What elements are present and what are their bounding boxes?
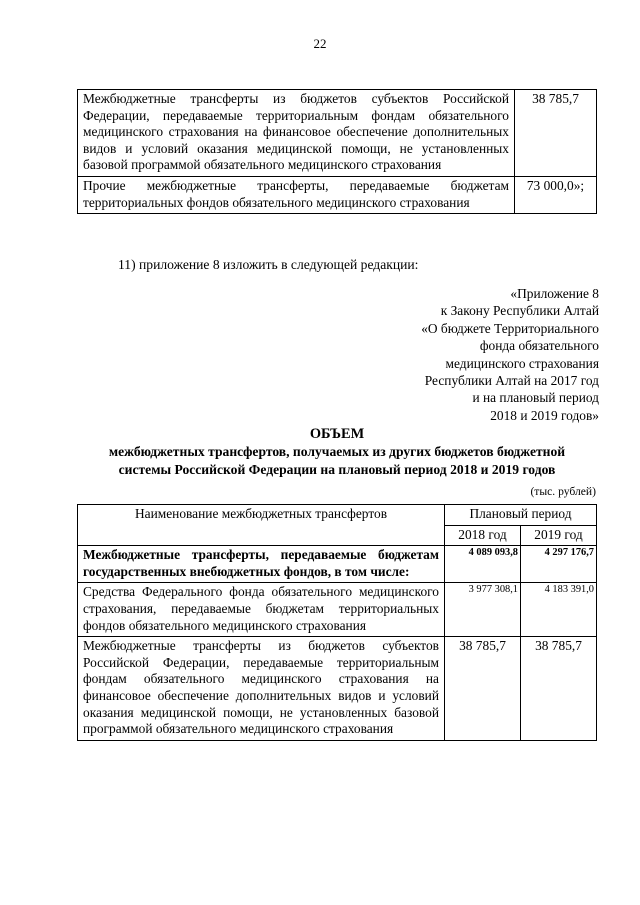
heading-line: системы Российской Федерации на плановый период 2018 и 2019 годов [118, 461, 556, 477]
table-cell-value: 73 000,0»; [515, 176, 597, 213]
transfers-table [77, 504, 597, 741]
table-cell-2018: 38 785,7 [445, 637, 521, 741]
column-header-period: Плановый период [445, 505, 597, 526]
table-row [78, 546, 597, 583]
table-row [78, 637, 597, 741]
table-cell-value: 38 785,7 [515, 90, 597, 177]
table-header-row [78, 505, 597, 526]
heading-line: межбюджетных трансфертов, получаемых из других бюджетов бюджетной [108, 444, 566, 459]
appendix-line: 2018 и 2019 годов» [490, 407, 599, 423]
unit-label: (тыс. рублей) [530, 485, 596, 498]
section-heading [76, 425, 598, 478]
appendix-line: медицинского страхования [445, 355, 599, 371]
column-header-2019: 2019 год [521, 525, 597, 546]
table-cell-2018: 4 089 093,8 [445, 546, 521, 583]
transfers-table-continued [77, 89, 597, 214]
table-cell-2019: 4 297 176,7 [521, 546, 597, 583]
appendix-line: «О бюджете Территориального [421, 320, 599, 336]
appendix-line: Республики Алтай на 2017 год [424, 373, 599, 389]
appendix-caption [421, 285, 599, 424]
appendix-line: к Закону Республики Алтай [440, 303, 599, 319]
table-cell-name: Межбюджетные трансферты из бюджетов субъектов Российской Федерации, передаваемые территориальным фондам обязательного медицинского страхования на финансовое обеспечение дополнительных видов и условий оказания медицинской помощи, не установленных базовой программой обязательного медицинского страхования [78, 90, 515, 177]
table-row [78, 176, 597, 213]
heading-title: ОБЪЕМ [309, 426, 365, 442]
table-row [78, 583, 597, 637]
table-cell-name: Межбюджетные трансферты из бюджетов субъектов Российской Федерации, передаваемые территориальным фондам обязательного медицинского страхования на финансовое обеспечение дополнительных видов и условий оказания медицинской помощи, не установленных базовой программой обязательного медицинского страхования [78, 637, 445, 741]
table-cell-2018: 3 977 308,1 [445, 583, 521, 637]
table-cell-name: Средства Федерального фонда обязательного медицинского страхования, передаваемые бюджетам территориальных фондов обязательного медицинского страхования [78, 583, 445, 637]
column-header-name: Наименование межбюджетных трансфертов [78, 505, 445, 546]
appendix-line: «Приложение 8 [510, 286, 599, 301]
table-cell-name: Межбюджетные трансферты, передаваемые бюджетам государственных внебюджетных фондов, в том числе: [78, 546, 445, 583]
page-number: 22 [313, 36, 327, 51]
column-header-2018: 2018 год [445, 525, 521, 546]
table-cell-2019: 38 785,7 [521, 637, 597, 741]
appendix-line: и на плановый период [472, 390, 599, 406]
table-cell-name: Прочие межбюджетные трансферты, передаваемые бюджетам территориальных фондов обязательного медицинского страхования [78, 176, 515, 213]
table-row [78, 90, 597, 177]
table-cell-2019: 4 183 391,0 [521, 583, 597, 637]
amendment-instruction: 11) приложение 8 изложить в следующей редакции: [118, 257, 419, 272]
appendix-line: фонда обязательного [479, 338, 599, 354]
